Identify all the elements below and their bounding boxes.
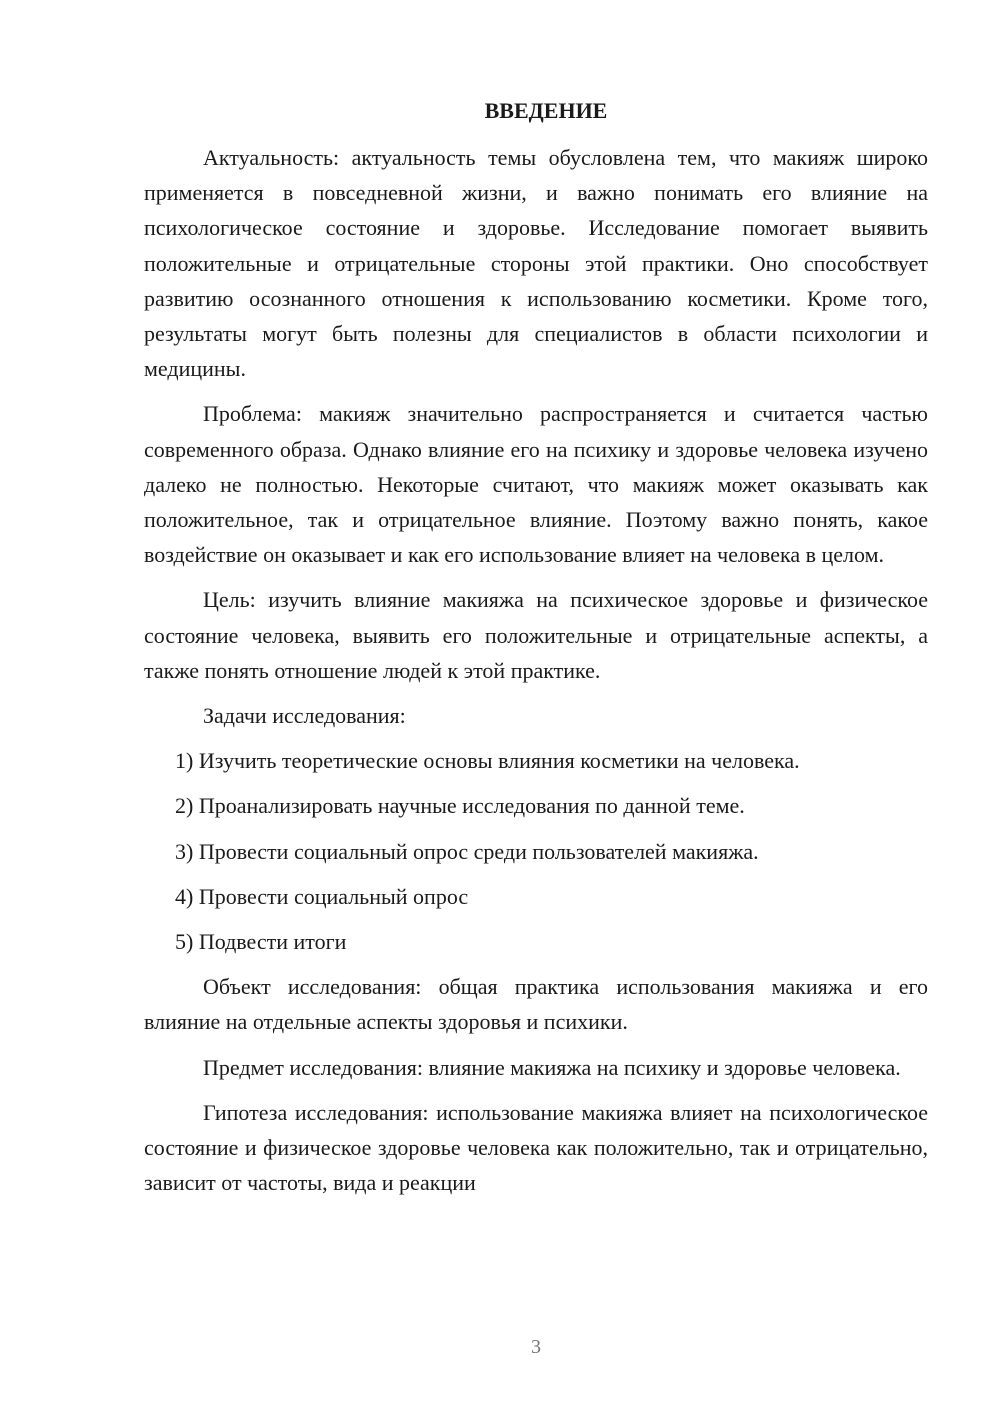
page-number: 3 <box>531 1336 541 1358</box>
task-item: 5) Подвести итоги <box>175 929 347 955</box>
task-item: 1) Изучить теоретические основы влияния косметики на человека. <box>175 748 800 774</box>
goal-paragraph: Цель: изучить влияние макияжа на психическое здоровье и физическое состояние человека, выявить его положительные и отрицательные аспекты, а также понять отношение людей к этой практике. <box>144 587 928 683</box>
relevance-paragraph: Актуальность: актуальность темы обусловлена тем, что макияж широко применяется в повседневной жизни, и важно понимать его влияние на психологическое состояние и здоровье. Исследование помогает выявить положительные и отрицательные стороны этой практики. Оно способствует развитию осознанного отношения к использованию косметики. Кроме того, результаты могут быть полезны для специалистов в области психологии и медицины. <box>144 145 928 382</box>
object-paragraph: Объект исследования: общая практика использования макияжа и его влияние на отдельные аспекты здоровья и психики. <box>144 974 928 1035</box>
tasks-heading: Задачи исследования: <box>203 703 406 729</box>
problem-paragraph: Проблема: макияж значительно распространяется и считается частью современного образа. Однако влияние его на психику и здоровье человека изучено далеко не полностью. Некоторые считают, что макияж может оказывать как положительное, так и отрицательное влияние. Поэтому важно понять, какое воздействие он оказывает и как его использование влияет на человека в целом. <box>144 401 928 568</box>
subject-paragraph: Предмет исследования: влияние макияжа на психику и здоровье человека. <box>203 1054 901 1080</box>
section-title: ВВЕДЕНИЕ <box>484 98 608 123</box>
task-item: 4) Провести социальный опрос <box>175 883 469 909</box>
task-item: 2) Проанализировать научные исследования по данной теме. <box>175 793 745 819</box>
task-item: 3) Провести социальный опрос среди пользователей макияжа. <box>175 838 759 864</box>
page-content <box>144 96 928 1200</box>
hypothesis-paragraph: Гипотеза исследования: использование макияжа влияет на психологическое состояние и физическое здоровье человека как положительно, так и отрицательно, зависит от частоты, вида и реакции <box>144 1099 928 1196</box>
